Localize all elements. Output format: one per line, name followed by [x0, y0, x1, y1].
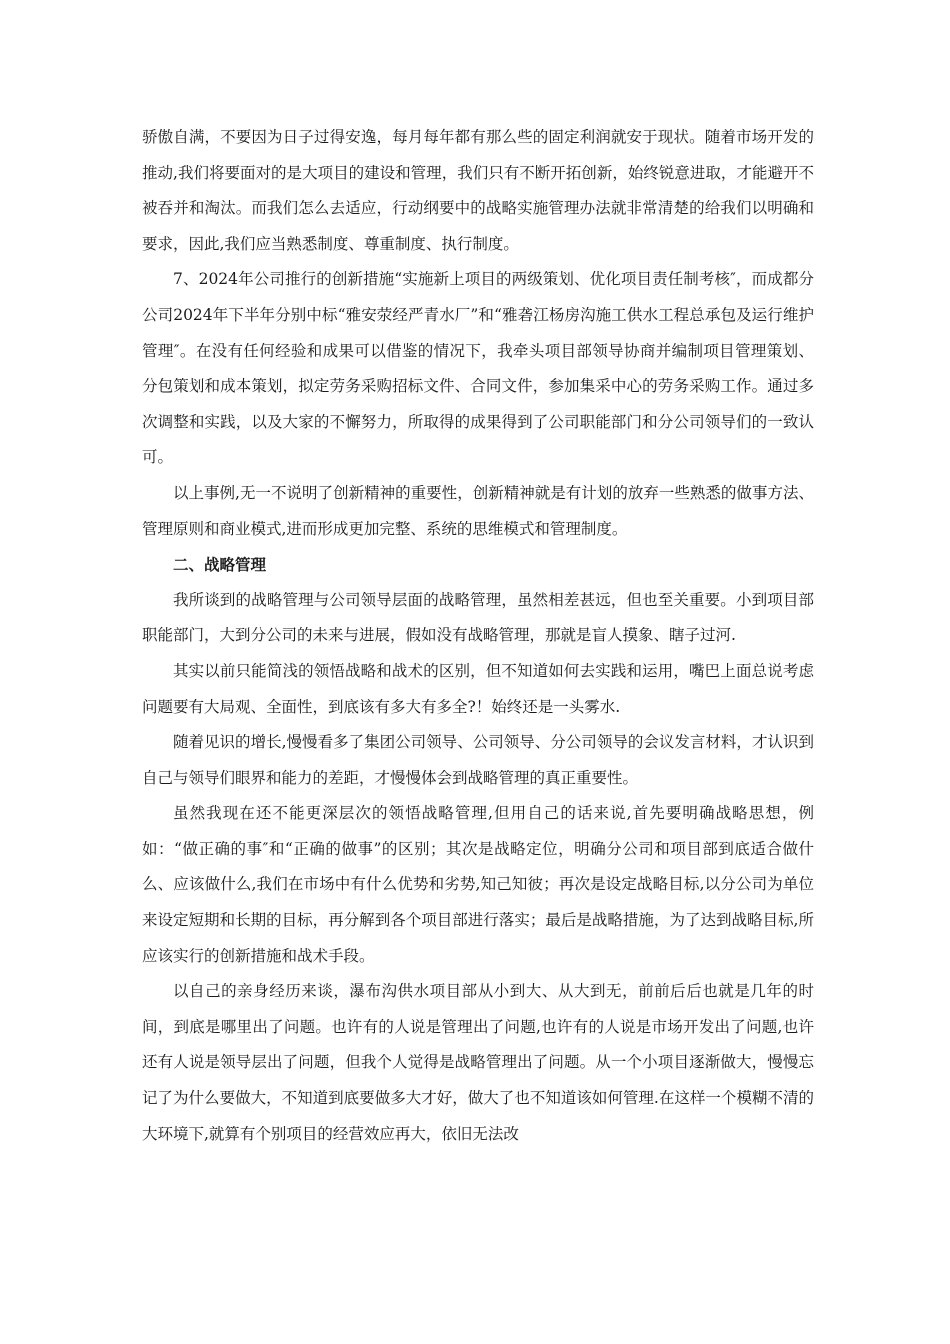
- paragraph: 以自己的亲身经历来谈，瀑布沟供水项目部从小到大、从大到无，前前后后也就是几年的时间，到底是哪里出了问题。也许有的人说是管理出了问题,也许有的人说是市场开发出了问题,也许还有人说是领导层出了问题，但我个人觉得是战略管理出了问题。从一个小项目逐渐做大，慢慢忘记了为什么要做大，不知道到底要做多大才好，做大了也不知道该如何管理.在这样一个模糊不清的大环境下,就算有个别项目的经营效应再大，依旧无法改: [142, 982, 814, 1143]
- document-body: [142, 120, 814, 1152]
- paragraph: 虽然我现在还不能更深层次的领悟战略管理,但用自己的话来说,首先要明确战略思想，例如：“做正确的事″和“正确的做事”的区别；其次是战略定位，明确分公司和项目部到底适合做什么、应该做什么,我们在市场中有什么优势和劣势,知己知彼；再次是设定战略目标,以分公司为单位来设定短期和长期的目标，再分解到各个项目部进行落实；最后是战略措施，为了达到战略目标,所应该实行的创新措施和战术手段。: [142, 804, 814, 965]
- paragraph: 7、2024年公司推行的创新措施“实施新上项目的两级策划、优化项目责任制考核″，而成都分公司2024年下半年分别中标“雅安荥经严青水厂”和“雅砻江杨房沟施工供水工程总承包及运行维护管理″。在没有任何经验和成果可以借鉴的情况下，我牵头项目部领导协商并编制项目管理策划、分包策划和成本策划，拟定劳务采购招标文件、合同文件，参加集采中心的劳务采购工作。通过多次调整和实践，以及大家的不懈努力，所取得的成果得到了公司职能部门和分公司领导们的一致认可。: [142, 270, 814, 467]
- paragraph: 随着见识的增长,慢慢看多了集团公司领导、公司领导、分公司领导的会议发言材料，才认识到自己与领导们眼界和能力的差距，才慢慢体会到战略管理的真正重要性。: [142, 733, 814, 787]
- paragraph: 我所谈到的战略管理与公司领导层面的战略管理，虽然相差甚远，但也至关重要。小到项目部职能部门，大到分公司的未来与进展，假如没有战略管理，那就是盲人摸象、瞎子过河.: [142, 590, 814, 645]
- paragraph: 其实以前只能简浅的领悟战略和战术的区别，但不知道如何去实践和运用，嘴巴上面总说考虑问题要有大局观、全面性，到底该有多大有多全?！始终还是一头雾水.: [142, 661, 814, 716]
- section-heading: 二、战略管理: [173, 555, 267, 575]
- paragraph: 骄傲自满，不要因为日子过得安逸，每月每年都有那么些的固定利润就安于现状。随着市场开发的推动,我们将要面对的是大项目的建设和管理，我们只有不断开拓创新，始终锐意进取，才能避开不被吞并和淘汰。而我们怎么去适应，行动纲要中的战略实施管理办法就非常清楚的给我们以明确和要求，因此,我们应当熟悉制度、尊重制度、执行制度。: [142, 128, 814, 253]
- paragraph: 以上事例,无一不说明了创新精神的重要性，创新精神就是有计划的放弃一些熟悉的做事方法、管理原则和商业模式,进而形成更加完整、系统的思维模式和管理制度。: [142, 483, 814, 538]
